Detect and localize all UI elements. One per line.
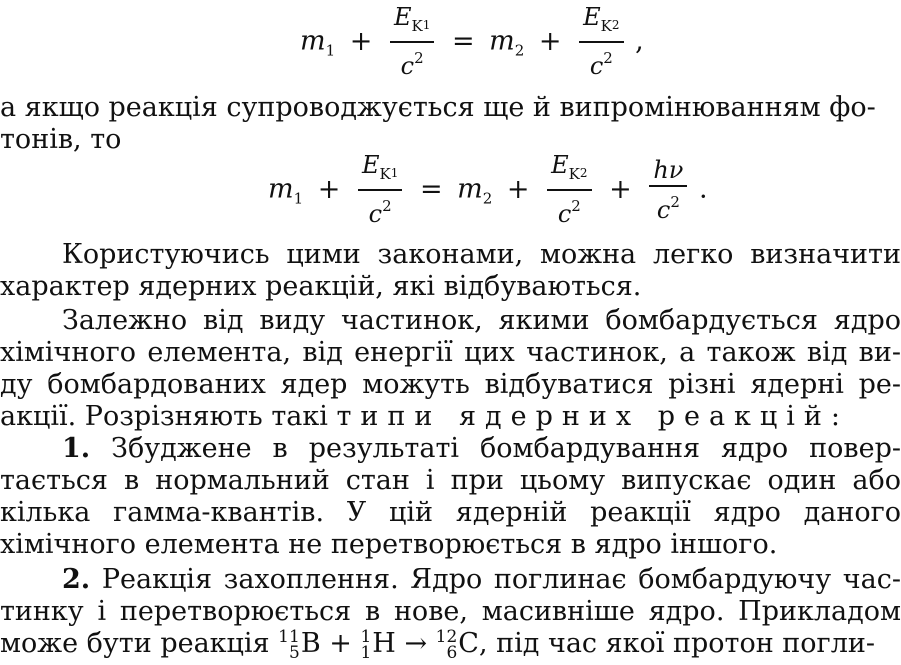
text-line: хімічного елемента не перетворюється в ядро іншого. xyxy=(0,529,778,560)
mass-number: 1 xyxy=(360,626,372,647)
text-span: Реакція захоплення. Ядро поглинає бомбардуючу час- xyxy=(101,564,901,595)
text-line xyxy=(0,401,901,433)
c-exponent: 2 xyxy=(414,49,424,67)
m2-subscript: 2 xyxy=(482,189,493,208)
equals-sign: = xyxy=(451,25,475,57)
c-exponent: 2 xyxy=(670,192,680,211)
text-line xyxy=(0,564,901,596)
text-span: , під час якої протон погли- xyxy=(478,628,875,659)
text-span: може бути реакція xyxy=(0,628,270,659)
m1-symbol: m xyxy=(268,173,294,205)
m2-symbol: m xyxy=(489,25,515,57)
charge-number: 6 xyxy=(446,642,458,663)
charge-number: 1 xyxy=(360,642,372,663)
energy-symbol: E xyxy=(583,3,601,31)
m1-subscript: 1 xyxy=(325,41,336,60)
item-number: 1. xyxy=(62,433,91,464)
plus-sign: + xyxy=(609,173,632,205)
nuclide-carbon xyxy=(436,628,479,661)
text-span: акції. Розрізняють такі xyxy=(0,401,328,432)
equation-mass-energy-1 xyxy=(300,4,644,80)
c-symbol: c xyxy=(557,200,572,228)
equals-sign: = xyxy=(419,173,443,205)
energy-subsubscript: 2 xyxy=(579,166,588,180)
nuclide-boron xyxy=(278,628,320,661)
fraction-ek1 xyxy=(358,152,402,228)
c-symbol: c xyxy=(400,52,415,80)
text-line: тається в нормальний стан і при цьому випускає один або xyxy=(0,465,901,496)
text-line: ду бомбардованих ядер можуть відбуватися різні ядерні ре- xyxy=(0,369,901,400)
text-line xyxy=(0,628,901,661)
c-symbol: c xyxy=(656,195,671,224)
period: . xyxy=(698,173,708,205)
element-symbol: B xyxy=(300,628,321,659)
c-symbol: c xyxy=(368,200,383,228)
element-symbol: C xyxy=(458,628,479,659)
fraction-ek2 xyxy=(547,152,591,228)
energy-subscript: K xyxy=(411,17,423,35)
mass-number: 11 xyxy=(278,626,300,647)
text-line: тинку і перетворюється в нове, масивніше ядро. Прикладом xyxy=(0,596,901,627)
plus-sign: + xyxy=(506,173,530,205)
c-exponent: 2 xyxy=(571,197,581,215)
equation-mass-energy-photon xyxy=(268,152,708,228)
text-line: Користуючись цими законами, можна легко визначити xyxy=(62,239,901,270)
energy-subscript: K xyxy=(379,165,391,183)
c-exponent: 2 xyxy=(603,49,613,67)
energy-subscript: K xyxy=(568,165,580,183)
plus-sign: + xyxy=(329,628,352,659)
energy-subsubscript: 2 xyxy=(611,18,620,32)
arrow: → xyxy=(404,628,428,659)
plus-sign: + xyxy=(538,25,562,57)
comma: , xyxy=(635,25,644,57)
energy-subsubscript: 1 xyxy=(422,18,431,32)
spaced-emphasis: типи ядерних реакцій: xyxy=(336,401,850,432)
c-symbol: c xyxy=(589,52,604,80)
text-line: кілька гамма-квантів. У цій ядерній реакції ядро даного xyxy=(0,497,901,528)
plus-sign: + xyxy=(349,25,373,57)
energy-subscript: K xyxy=(600,17,612,35)
text-span: Збуджене в результаті бомбардування ядро повер- xyxy=(111,433,901,464)
mass-number: 12 xyxy=(435,626,458,647)
fraction-photon xyxy=(649,157,687,224)
energy-symbol: E xyxy=(551,151,569,179)
element-symbol: H xyxy=(372,628,396,659)
text-line: характер ядерних реакцій, які відбуваються. xyxy=(0,271,642,302)
charge-number: 5 xyxy=(288,642,300,663)
m2-symbol: m xyxy=(457,173,483,205)
energy-symbol: E xyxy=(393,3,412,31)
text-line: Залежно від виду частинок, якими бомбардується ядро xyxy=(62,305,901,336)
m1-subscript: 1 xyxy=(293,189,304,208)
m2-subscript: 2 xyxy=(514,41,525,60)
nuclide-hydrogen xyxy=(360,628,395,661)
energy-symbol: E xyxy=(361,151,380,179)
fraction-ek1 xyxy=(390,4,434,80)
energy-subsubscript: 1 xyxy=(390,166,399,180)
text-line: тонів, то xyxy=(0,124,122,155)
plus-sign: + xyxy=(317,173,341,205)
item-number: 2. xyxy=(62,564,91,595)
photon-energy: hν xyxy=(653,155,684,184)
c-exponent: 2 xyxy=(382,197,392,215)
text-line: хімічного елемента, від енергії цих частинок, а також від ви- xyxy=(0,337,901,368)
fraction-ek2 xyxy=(579,4,623,80)
text-line: а якщо реакція супроводжується ще й випромінюванням фо- xyxy=(0,92,876,123)
m1-symbol: m xyxy=(300,25,326,57)
text-line xyxy=(0,433,901,465)
